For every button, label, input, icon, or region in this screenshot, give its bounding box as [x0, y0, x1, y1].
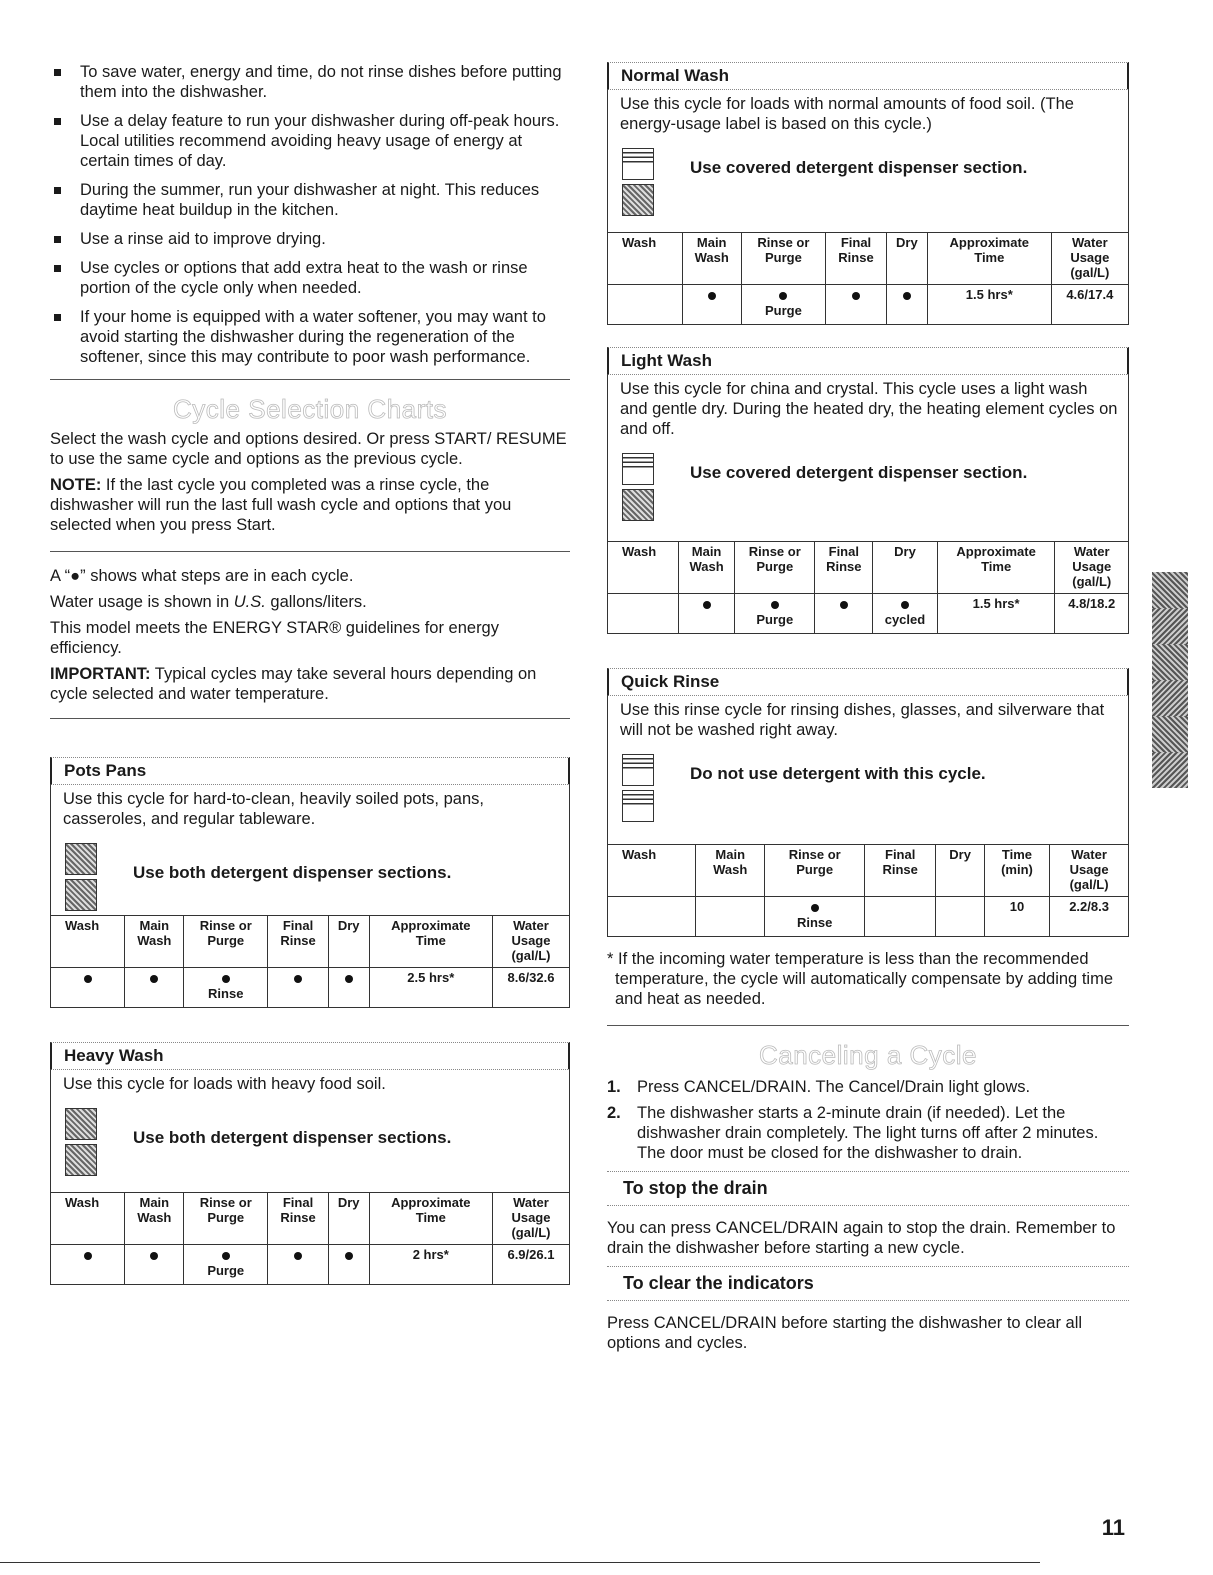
- header-dry: Dry: [936, 845, 984, 897]
- step-empty: [608, 285, 683, 325]
- step-empty: [608, 897, 696, 937]
- tip-item: Use a rinse aid to improve drying.: [50, 229, 570, 249]
- water-usage-value: 2.2/8.3: [1050, 897, 1129, 937]
- header-approx-time: Approximate Time: [927, 233, 1051, 285]
- cycle-intro: Select the wash cycle and options desired. Or press START/ RESUME to use the same cycle and options as the previous cycle.: [50, 430, 567, 468]
- tip-item: During the summer, run your dishwasher at night. This reduces daytime heat buildup in the kitchen.: [50, 180, 570, 220]
- time-value: 10: [984, 897, 1049, 937]
- dot-legend: A “●” shows what steps are in each cycle.: [50, 567, 354, 585]
- header-water-usage: Water Usage (gal/L): [492, 916, 569, 968]
- step-dot: [682, 285, 741, 325]
- header-approx-time: Approximate Time: [369, 1193, 492, 1245]
- detergent-icons: [622, 754, 654, 826]
- cycle-table: [607, 844, 1129, 937]
- water-usage-post: gallons/liters.: [265, 593, 367, 611]
- detergent-icons: [622, 453, 654, 525]
- dispenser-filled-icon: [65, 1108, 97, 1140]
- cycle-name: Heavy Wash: [50, 1042, 570, 1070]
- header-main-wash: Main Wash: [696, 845, 765, 897]
- header-wash: Wash: [51, 1193, 125, 1245]
- step-dot: [51, 968, 125, 1008]
- step-dot: [328, 968, 369, 1008]
- step-dot: [679, 594, 735, 634]
- important-label: IMPORTANT:: [50, 665, 151, 683]
- step-dot: Rinse: [184, 968, 268, 1008]
- approx-time-value: 2 hrs*: [369, 1245, 492, 1285]
- cycle-name: Light Wash: [607, 347, 1129, 375]
- step-dot: [328, 1245, 369, 1285]
- language-tab-graphic: [1152, 572, 1188, 790]
- step-dot: Purge: [741, 285, 825, 325]
- cycle-description: Use this cycle for loads with normal amounts of food soil. (The energy-usage label is based on this cycle.): [607, 90, 1129, 140]
- cycle-table: [607, 541, 1129, 634]
- header-dry: Dry: [328, 1193, 369, 1245]
- detergent-icons: [65, 843, 97, 915]
- cycle-name: Pots Pans: [50, 757, 570, 785]
- header-dry: Dry: [873, 542, 938, 594]
- header-rinse-purge: Rinse or Purge: [735, 542, 815, 594]
- divider: [50, 551, 570, 552]
- dispenser-filled-icon: [65, 879, 97, 911]
- header-final-rinse: Final Rinse: [864, 845, 935, 897]
- clear-indicators-text: Press CANCEL/DRAIN before starting the dishwasher to clear all options and cycles.: [607, 1314, 1083, 1352]
- step-dot: Rinse: [765, 897, 864, 937]
- header-main-wash: Main Wash: [125, 916, 184, 968]
- cycle-name: Quick Rinse: [607, 668, 1129, 696]
- detergent-icons: [65, 1108, 97, 1180]
- detergent-row: [607, 140, 1129, 232]
- heavy-wash-cycle: [50, 1042, 570, 1285]
- header-water-usage: Water Usage (gal/L): [1050, 845, 1129, 897]
- header-wash: Wash: [608, 542, 679, 594]
- header-final-rinse: Final Rinse: [268, 916, 328, 968]
- water-usage-pre: Water usage is shown in: [50, 593, 234, 611]
- dispenser-filled-icon: [622, 489, 654, 521]
- header-water-usage: Water Usage (gal/L): [1055, 542, 1129, 594]
- step-dot: [125, 1245, 184, 1285]
- header-main-wash: Main Wash: [682, 233, 741, 285]
- important-paragraph: [50, 664, 570, 704]
- header-wash: Wash: [608, 233, 683, 285]
- stop-drain-heading: To stop the drain: [607, 1171, 1129, 1206]
- header-wash: Wash: [608, 845, 696, 897]
- water-usage-value: 4.6/17.4: [1051, 285, 1128, 325]
- detergent-row: [50, 1100, 570, 1192]
- detergent-instruction: Use both detergent dispenser sections.: [133, 863, 452, 882]
- header-water-usage: Water Usage (gal/L): [1051, 233, 1128, 285]
- normal-wash-cycle: [607, 62, 1129, 325]
- page-number: 11: [1101, 1515, 1125, 1540]
- important-text: Typical cycles may take several hours depending on cycle selected and water temperature.: [50, 665, 537, 703]
- dispenser-covered-icon: [622, 754, 654, 786]
- header-final-rinse: Final Rinse: [826, 233, 887, 285]
- step-dot: [125, 968, 184, 1008]
- right-column: [607, 62, 1129, 1359]
- canceling-title: Canceling a Cycle: [758, 1040, 978, 1070]
- note-text: If the last cycle you completed was a rinse cycle, the dishwasher will run the last full wash cycle and options that you selected when you press Start.: [50, 476, 512, 534]
- cycle-description: Use this cycle for hard-to-clean, heavily soiled pots, pans, casseroles, and regular tableware.: [50, 785, 570, 835]
- tip-item: If your home is equipped with a water softener, you may want to avoid starting the dishwasher during the regeneration of the softener, since this may contribute to poor wash performance.: [50, 307, 570, 367]
- step-dot: [268, 1245, 328, 1285]
- stop-drain-text: You can press CANCEL/DRAIN again to stop the drain. Remember to drain the dishwasher before starting a new cycle.: [607, 1219, 1116, 1257]
- note-paragraph: [50, 475, 570, 535]
- step-dot: [268, 968, 328, 1008]
- clear-indicators-heading: To clear the indicators: [607, 1266, 1129, 1301]
- detergent-row: [50, 835, 570, 915]
- header-water-usage: Water Usage (gal/L): [492, 1193, 569, 1245]
- light-wash-cycle: [607, 347, 1129, 634]
- divider: [50, 718, 570, 719]
- header-rinse-purge: Rinse or Purge: [765, 845, 864, 897]
- water-usage-value: 8.6/32.6: [492, 968, 569, 1008]
- header-time-min: Time (min): [984, 845, 1049, 897]
- cycle-name: Normal Wash: [607, 62, 1129, 90]
- dispenser-covered-icon: [622, 148, 654, 180]
- header-rinse-purge: Rinse or Purge: [184, 1193, 268, 1245]
- approx-time-value: 2.5 hrs*: [369, 968, 492, 1008]
- step-empty: [864, 897, 935, 937]
- water-usage-note: [50, 592, 570, 612]
- dispenser-filled-icon: [65, 1144, 97, 1176]
- tip-item: Use cycles or options that add extra heat to the wash or rinse portion of the cycle only when needed.: [50, 258, 570, 298]
- step-item: 2. The dishwasher starts a 2-minute drain (if needed). Let the dishwasher drain completely. The light turns off after 2 minutes. The door must be closed for the dishwasher to drain.: [607, 1104, 1099, 1162]
- step-dot: Purge: [184, 1245, 268, 1285]
- detergent-instruction: Use both detergent dispenser sections.: [133, 1128, 452, 1147]
- energy-star-note: This model meets the ENERGY STAR® guidelines for energy efficiency.: [50, 619, 499, 657]
- header-rinse-purge: Rinse or Purge: [184, 916, 268, 968]
- step-dot: Purge: [735, 594, 815, 634]
- header-main-wash: Main Wash: [679, 542, 735, 594]
- header-dry: Dry: [328, 916, 369, 968]
- dispenser-filled-icon: [65, 843, 97, 875]
- step-empty: [696, 897, 765, 937]
- step-empty: [608, 594, 679, 634]
- step-dot: [51, 1245, 125, 1285]
- tip-item: Use a delay feature to run your dishwasher during off-peak hours. Local utilities recommend avoiding heavy usage of energy at certain times of day.: [50, 111, 570, 171]
- tip-item: To save water, energy and time, do not rinse dishes before putting them into the dishwasher.: [50, 62, 570, 102]
- pots-pans-cycle: [50, 757, 570, 1008]
- energy-tips-list: [50, 62, 570, 367]
- detergent-instruction: Do not use detergent with this cycle.: [690, 764, 986, 783]
- bottom-rule: [0, 1562, 1040, 1563]
- detergent-instruction: Use covered detergent dispenser section.: [690, 158, 1028, 177]
- divider: [607, 1025, 1129, 1026]
- approx-time-value: 1.5 hrs*: [927, 285, 1051, 325]
- dispenser-filled-icon: [622, 184, 654, 216]
- header-final-rinse: Final Rinse: [268, 1193, 328, 1245]
- step-dot: [886, 285, 927, 325]
- step-item: 1. Press CANCEL/DRAIN. The Cancel/Drain light glows.: [607, 1078, 1031, 1096]
- footnote: * If the incoming water temperature is less than the recommended temperature, the cycle will automatically compensate by adding time and heat as needed.: [607, 950, 1113, 1008]
- note-label: NOTE:: [50, 476, 102, 494]
- divider: [50, 379, 570, 380]
- cycle-description: Use this cycle for loads with heavy food soil.: [50, 1070, 570, 1100]
- water-usage-value: 6.9/26.1: [492, 1245, 569, 1285]
- step-empty: [936, 897, 984, 937]
- cycle-table: [607, 232, 1129, 325]
- header-dry: Dry: [886, 233, 927, 285]
- quick-rinse-cycle: [607, 668, 1129, 937]
- header-rinse-purge: Rinse or Purge: [741, 233, 825, 285]
- approx-time-value: 1.5 hrs*: [937, 594, 1055, 634]
- water-usage-value: 4.8/18.2: [1055, 594, 1129, 634]
- cycle-table: [50, 915, 570, 1008]
- dispenser-covered-icon: [622, 453, 654, 485]
- water-usage-units: U.S.: [233, 593, 266, 611]
- dispenser-covered-icon: [622, 790, 654, 822]
- step-dot: [826, 285, 887, 325]
- cancel-steps: [607, 1077, 1129, 1163]
- cycle-description: Use this cycle for china and crystal. This cycle uses a light wash and gentle dry. During the heated dry, the heating element cycles on and off.: [607, 375, 1129, 445]
- cycle-selection-title: Cycle Selection Charts: [173, 394, 447, 424]
- detergent-row: [607, 746, 1129, 844]
- left-column: [50, 62, 570, 1285]
- cycle-description: Use this rinse cycle for rinsing dishes, glasses, and silverware that will not be washed right away.: [607, 696, 1129, 746]
- header-main-wash: Main Wash: [125, 1193, 184, 1245]
- header-approx-time: Approximate Time: [937, 542, 1055, 594]
- step-dot: cycled: [873, 594, 938, 634]
- detergent-instruction: Use covered detergent dispenser section.: [690, 463, 1028, 482]
- header-wash: Wash: [51, 916, 125, 968]
- step-dot: [815, 594, 873, 634]
- detergent-row: [607, 445, 1129, 541]
- cycle-table: [50, 1192, 570, 1285]
- header-final-rinse: Final Rinse: [815, 542, 873, 594]
- header-approx-time: Approximate Time: [369, 916, 492, 968]
- detergent-icons: [622, 148, 654, 220]
